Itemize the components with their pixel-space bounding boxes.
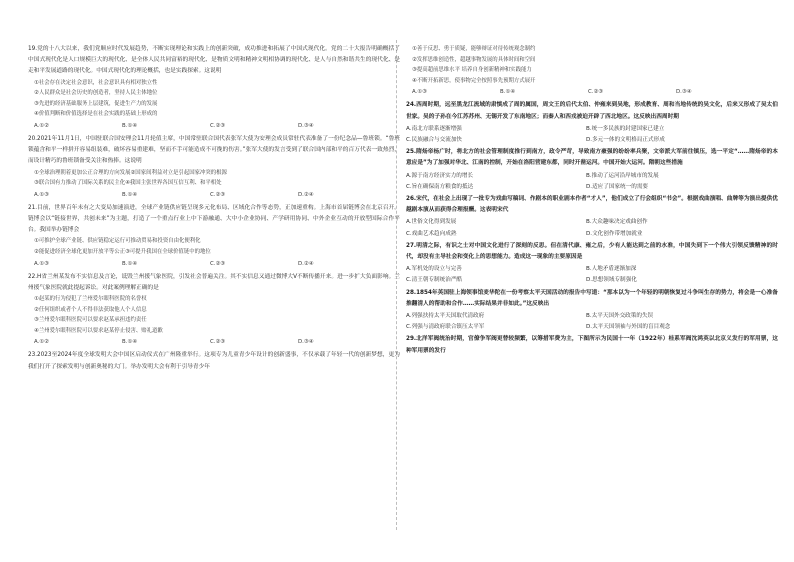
choice-d: D.③④ [298, 122, 314, 129]
choice-a: A.①② [34, 339, 49, 346]
choice-b: B.①④ [500, 89, 516, 96]
choice-a: A.世俗文化得到发展 [406, 219, 457, 226]
statement-option: ②能促进经济全球化更加开放平等公正③可提升我国在全球价值链中的地位 [34, 248, 211, 255]
statement-option: ③先进的经济基础服务上层建筑，促进生产力的发展 [34, 100, 158, 107]
statement-option: ③联合国有力推动了国际关系的民主化④我国主张世界各国互信互利、和平相处 [34, 180, 222, 187]
answer-choices [406, 264, 778, 286]
question-stem: 25.隋炀帝杨广时，将北方的社会管理制度推行到南方，政令严苛，导致南方豪强的纷纷率兵聚，文帝派大军前往镇压，选一平定“……隋炀帝的本意应是”为了加强对华北、江南的控制，开始在洛阳营建东都，同时开凿运河。中国开始大运河。隋朝这些措施 [406, 149, 778, 167]
question-27 [406, 241, 778, 287]
choice-c: C.②③ [210, 122, 226, 129]
question-stem: 19.党的十八大以来，我们党顺应时代发展趋势，不断实现理论和实践上的创新突破，成功推进和拓展了中国式现代化。党的二十大报告明确概括了中国式现代化是人口规模巨大的现代化、是全体人民共同富裕的现代化、是物质文明和精神文明相协调的现代化、是人与自然和谐共生的现代化、是走和平发展道路的现代化。中国式现代化的理论概括，也是实践探索。这说明 [28, 46, 400, 75]
choice-a: A.军机处的设立与完善 [406, 266, 462, 273]
left-column [28, 44, 400, 373]
statement-option: ④价值判断和价值选择是在社会实践的基础上形成的 [34, 111, 158, 118]
question-23 [28, 350, 400, 372]
choice-d: D.太平天国领袖与外国的盲目观念 [586, 324, 671, 331]
answer-choices [412, 87, 778, 98]
choice-d: D.多元一体的文明格局正式形成 [586, 136, 665, 143]
question-29 [406, 334, 778, 356]
choice-d: D.③④ [298, 339, 314, 346]
answer-choices [406, 311, 778, 333]
choice-a: A.①② [34, 122, 49, 129]
choice-d: D.适应了国家统一的需要 [586, 183, 649, 190]
choice-a: A.①③ [412, 89, 427, 96]
choice-d: D.思想领域专制强化 [586, 277, 637, 284]
question-stem: 29.北洋军阀统治时期，官僚争军阀更替较频繁，以筹措军费为主，下图所示为民国十一年（1922年）桂系军阀沈鸿英以北京义发行的军用票，这种军用票的发行 [406, 336, 778, 354]
answer-choices [34, 337, 400, 348]
choice-b: B.人地矛盾逐渐加深 [586, 266, 637, 273]
answer-choices [34, 121, 400, 132]
statement-option: ①善于反思、勇于质疑，能够辩证对待传统观念制约 [412, 46, 536, 52]
question-21 [28, 203, 400, 270]
choice-b: B.①④ [122, 191, 138, 198]
choice-b: B.统一多民族的封建国家已建立 [586, 125, 665, 132]
question-stem: 26.宋代，在社会上出现了一批专为戏曲写稿词、作剧本的职业剧本作者“才人”，他们成立了行会组织“书会”。根据戏曲演唱、曲牌等为演出提供优越剧本演从而获得合理报酬。这表明宋代 [406, 196, 778, 214]
choice-b: B.大众趣味决定戏曲创作 [586, 219, 648, 226]
question-stem: 28.1854年英国驻上海领事馆麦华陀在一份考察太平天国活动的报告中写道：“那本以为一个年轻的明朝恢复过斗争叫生存的势力，将会是一心准备推翻清人的帮助和合作……实际结果并非如此。”这反映出 [406, 289, 778, 307]
choice-a: A.①③ [34, 260, 49, 267]
statement-option: ④兰州爱尔眼科医院可以要求赵某停止侵害、赔礼道歉 [34, 327, 163, 334]
choice-d: D.③④ [676, 89, 692, 96]
answer-choices [406, 124, 778, 146]
choice-b: B.①④ [122, 339, 138, 346]
question-24 [406, 100, 778, 146]
question-23-continued [406, 44, 778, 98]
choice-c: C.民族融合与交流加快 [406, 136, 463, 143]
statement-option: ②人民群众是社会历史的创造者，坚持人民主体地位 [34, 90, 158, 97]
choice-c: C.清王朝专制统治严酷 [406, 277, 463, 284]
choice-a: A.源于南方经济实力的增长 [406, 172, 474, 179]
choice-c: C.②③ [210, 260, 226, 267]
answer-choices [34, 259, 400, 270]
statement-option: ③兰州爱尔眼科医院可以要求赵某承担违约责任 [34, 317, 147, 324]
choice-b: B.①④ [122, 122, 138, 129]
statement-option: ④不断开拓新思，使事物完全按照事先预期方式展开 [412, 77, 536, 84]
answer-choices [34, 190, 400, 201]
choice-a: A.南北方联系逐渐增强 [406, 125, 462, 132]
choice-b: B.太平天国外交政策的失误 [586, 313, 654, 320]
choice-c: C.②③ [210, 339, 226, 346]
question-25 [406, 147, 778, 193]
question-26 [406, 194, 778, 240]
choice-c: C.②③ [588, 89, 604, 96]
statement-option: ①可推护全球产业链、供应链稳定运行可推动贸易和投资自由化便利化 [34, 238, 201, 245]
choice-a: A.列强扶持太平天国取代清政府 [406, 313, 485, 320]
choice-d: D.文化创作带增加就业 [586, 230, 643, 237]
question-19 [28, 44, 400, 132]
choice-d: D.②④ [298, 191, 314, 198]
question-stem: 20.2021年11月1日，中国驻联合国安理会11月轮值主席，中国常驻联合国代表张军大使为安理会成员常驻代表准备了一份纪念品—鲁班锁。“鲁班锁蕴含和平一样拼开容易组装难，破坏容易重建难，坚而不手可能造成不可挽的伤害。”张军大使的发言受到了联合国内部和平的百万代表一致热烈，而设计精巧的鲁班锁备受关注和热捧。这说明 [28, 135, 400, 165]
statement-option: ①全球治理朝着更加公正合理的方向发展②国家间利益对立是引起国家冲突的根源 [34, 169, 227, 176]
statement-option: ③提高超前思维水平 培养自身创新精神和实践能力 [412, 67, 532, 74]
question-stem: 27.明清之际，有识之士对中国文化进行了深刻的反思。但在清代康、雍之后，少有人能达到之前的水准，中国失到下一个伟大引领反馈精神的时代，却没有主导社会和变化上的思想能力。造成这一现象的主要原因是 [406, 242, 778, 261]
answer-choices [406, 171, 778, 193]
choice-b: B.推动了运河沿岸城市的发展 [586, 172, 659, 179]
statement-option: ②发挥思维创造性，超越事物发展的具体时间和空间 [412, 56, 536, 63]
choice-a: A.①③ [34, 191, 49, 198]
statement-option: ①社会存在决定社会意识，社会意识具有相对独立性 [34, 79, 158, 86]
question-stem: 23.2023至2024年度全球发明大会中国区启动仪式在广州隆重举行。这项专为儿童青少年设计的创新盛事，不仅承载了年轻一代的创新梦想，更为我们打开了探索发明与创新奥秘的大门。举办发明大会有利于引导青少年 [28, 352, 400, 370]
question-28 [406, 288, 778, 334]
choice-c: C.戏曲艺术趋向成熟 [406, 230, 457, 237]
question-stem: 24.西周时期，远至黑龙江流域的肃慎成了周的属国，周文王的后代太伯、仲雍来到吴地，形成教育、周和当地传统的吴文化，后来又形成了吴太伯世家。吴的子孙在今江苏苏州、无锡开发了东南地区；而秦人和西戎被迫开辟了西北地区。这反映出西周时期 [406, 102, 778, 120]
choice-d: D.②④ [298, 260, 314, 267]
statement-option: ②任何组织或者个人不得非法获取他人个人信息 [34, 306, 147, 313]
question-20 [28, 134, 400, 201]
choice-c: C.②③ [210, 191, 226, 198]
choice-c: C.旨在确保南方粮食的抵达 [406, 183, 474, 190]
question-22 [28, 272, 400, 349]
statement-option: ①赵某的行为侵犯了兰州爱尔眼科医院的名誉权 [34, 295, 147, 302]
right-column [406, 44, 778, 357]
question-stem: 21.目前，世界百年未有之大变局加速演进，全球产业链供应链呈现多元化布局、区域化合作等态势，正加速重构。上海市首届链博会在北京召开。链博会以“链接世界，共创未来”为主题，打造了一个重点行业上中下游融通、大中小企业协同、产学研用协同、中外企业互动的开放型国际合作平台。我国举办链博会 [28, 204, 400, 234]
question-stem: 22.H省兰州某发布不实信息及言论，诋毁兰州援气象医院，引发社会普遍关注。其不实信息又通过微博大V不断传播开来。进一步扩大负面影响。兰州援气象医院就此提起诉讼。对此案例理解正确的是 [28, 273, 400, 291]
choice-c: C.列强与清政府联合镇压太平军 [406, 324, 485, 331]
answer-choices [406, 217, 778, 239]
choice-b: B.①④ [122, 260, 138, 267]
